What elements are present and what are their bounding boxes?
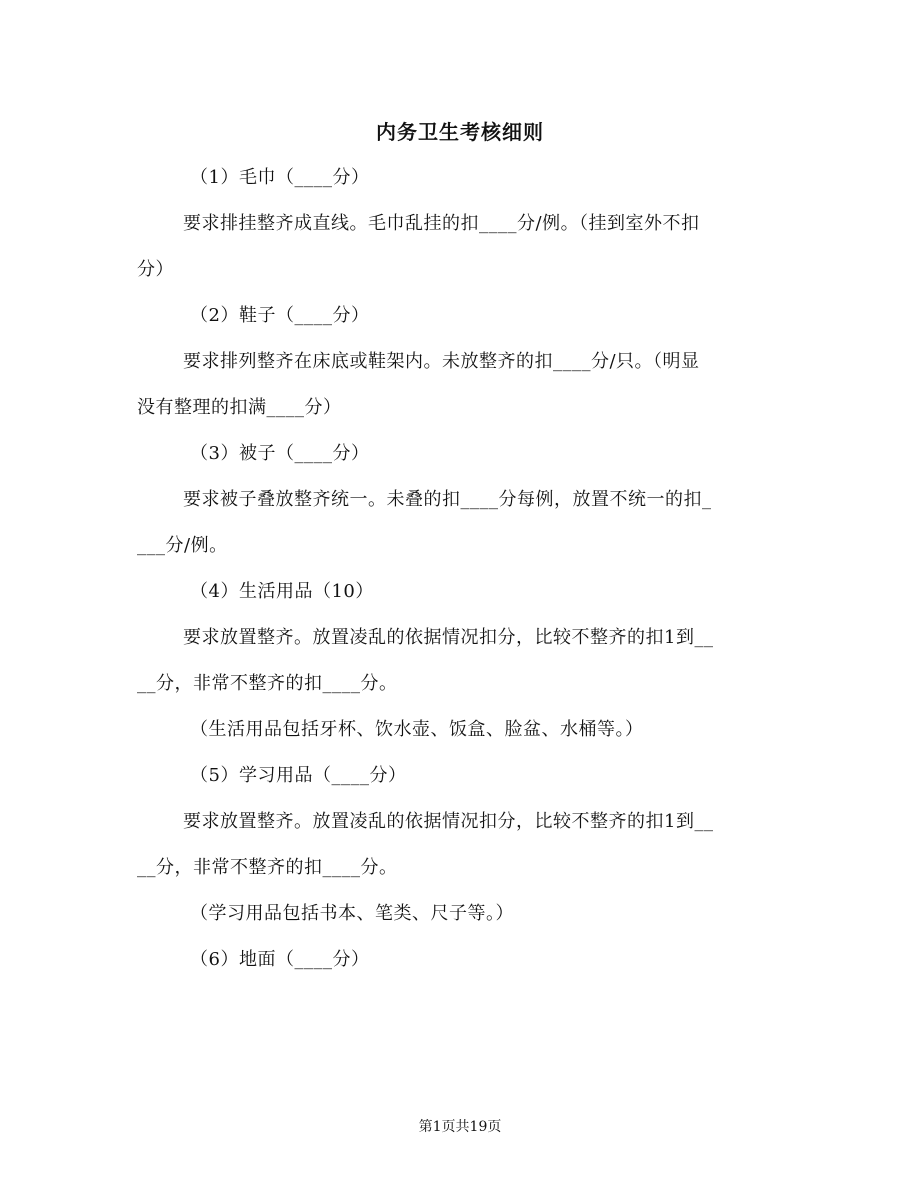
text-line: 分） (137, 259, 174, 280)
text-line: __分，非常不整齐的扣____分。 (137, 857, 398, 878)
text-line: （学习用品包括书本、笔类、尺子等。） (190, 903, 514, 924)
text-line: 没有整理的扣满____分） (137, 397, 342, 418)
text-line: 要求排列整齐在床底或鞋架内。未放整齐的扣____分/只。（明显 (183, 351, 700, 372)
document-title: 内务卫生考核细则 (376, 120, 544, 144)
text-line: （3）被子（____分） (190, 443, 370, 464)
text-line: 要求排挂整齐成直线。毛巾乱挂的扣____分/例。（挂到室外不扣 (183, 213, 700, 234)
text-line: （4）生活用品（10） (190, 581, 374, 602)
page-footer: 第1页共19页 (418, 1119, 502, 1135)
text-line: （6）地面（____分） (190, 949, 370, 970)
text-line: ___分/例。 (137, 535, 228, 556)
text-line: __分，非常不整齐的扣____分。 (137, 673, 398, 694)
text-line: （生活用品包括牙杯、饮水壶、饭盒、脸盆、水桶等。） (190, 719, 644, 740)
text-line: （5）学习用品（____分） (190, 765, 407, 786)
text-line: 要求被子叠放整齐统一。未叠的扣____分每例，放置不统一的扣_ (183, 489, 712, 510)
text-line: （2）鞋子（____分） (190, 305, 370, 326)
text-line: 要求放置整齐。放置凌乱的依据情况扣分，比较不整齐的扣1到__ (183, 627, 714, 648)
text-line: （1）毛巾（____分） (190, 167, 370, 188)
text-line: 要求放置整齐。放置凌乱的依据情况扣分，比较不整齐的扣1到__ (183, 811, 714, 832)
